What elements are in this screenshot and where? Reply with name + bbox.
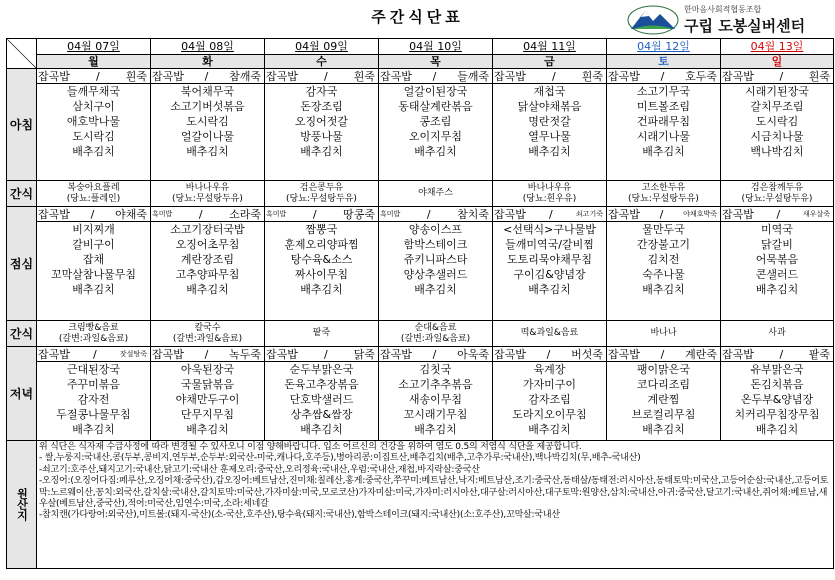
snack_am-row [7,181,834,207]
dish-item: 소고기장터국밥 [170,223,245,236]
dow-cell: 월 [37,55,151,69]
grain-separator: / [776,208,781,221]
breakfast-cell [151,69,265,181]
grain-line [151,69,264,84]
date-cell [379,39,493,55]
dish-item: 육계장 [533,363,566,376]
dish-item: 들깨무채국 [66,85,121,98]
grain-separator: / [323,70,328,83]
porridge-label: 아욱죽 [457,348,489,361]
lunch-cell [151,207,265,321]
snack_pm-row [7,321,834,347]
breakfast-cell [37,69,151,181]
dish-item: 들깨미역국/갈비찜 [505,238,594,251]
dish-item: 감자국 [305,85,338,98]
grain-line [721,207,833,222]
dish-item: 배추김치 [186,423,229,436]
snack-line: (당뇨:무설탕두유) [172,193,243,204]
dish-item: 새송이무침 [408,393,463,406]
dish-item: 돈육고추장볶음 [284,378,359,391]
date-row [7,39,834,55]
origin-note-line: 위 식단은 식자재 수급사정에 따라 변경될 수 있사오니 이점 양해바랍니다. 입소 어르신의 건강을 위하여 염도 0.5의 저염식 식단을 제공합니다. [39,442,582,452]
dish-item: 오징어초무침 [175,238,240,251]
grain-separator: / [95,70,100,83]
dish-item: 계란장조림 [180,253,235,266]
grain-line [493,69,606,84]
org-name: 구립 도봉실버센터 [684,17,806,35]
porridge-label: 계란죽 [685,348,717,361]
dish-item: 함박스테이크 [403,238,468,251]
rice-label: 잡곡밥 [380,70,412,83]
rice-label: 흑미밥 [152,210,173,218]
dish-item: 북어채무국 [180,85,235,98]
rice-label: 잡곡밥 [152,348,184,361]
dish-item: 브로컬리무침 [631,408,696,421]
dish-item: 배추김치 [642,145,685,158]
origin-row [7,441,834,569]
grain-line [493,207,606,222]
porridge-label: 흰죽 [125,70,147,83]
dinner-cell [265,347,379,441]
grain-line [721,347,833,362]
dish-item: 도라지오이무침 [512,408,587,421]
lunch-cell [37,207,151,321]
date-label: 04월 13일 [750,40,804,53]
grain-line [37,69,150,84]
dish-item: 어묵볶음 [755,253,799,266]
snack-line: (당뇨:무설탕두유) [628,193,699,204]
grain-separator: / [204,70,209,83]
corner-cell [7,39,37,69]
dish-item: 꼬시래기무침 [403,408,468,421]
dish-item: 단호박샐러드 [289,393,354,406]
dish-item: 동태살계란볶음 [398,100,473,113]
lunch-row-label: 점심 [7,207,37,321]
rice-label: 잡곡밥 [608,70,640,83]
dish-item: 배추김치 [755,283,799,296]
dish-item: 시래기나물 [636,130,691,143]
dish-item: 감자전 [77,393,110,406]
dish-item: 도시락김 [186,115,229,128]
dinner-row-label: 저녁 [7,347,37,441]
dow-row [7,55,834,69]
grain-separator: / [312,208,317,221]
snack-line: (당뇨:플레인) [66,193,121,204]
origin-notes [37,441,834,569]
rice-label: 잡곡밥 [722,208,754,221]
grain-separator: / [551,70,556,83]
snack-line: 바나나 [650,328,677,338]
mountain-logo-icon [627,5,679,35]
dish-item: 숙주나물 [642,268,685,281]
snack_pm-cell [379,321,493,347]
grain-separator: / [660,348,665,361]
dish-item: 양상추샐러드 [403,268,468,281]
snack_pm-row-label: 간식 [7,321,37,347]
date-cell [721,39,834,55]
date-cell [265,39,379,55]
snack-line: 검은참깨두유 [750,182,804,193]
snack_am-cell [493,181,607,207]
dish-item: 소고기추추볶음 [398,378,473,391]
dish-item: 상추쌈&쌈장 [290,408,353,421]
date-label: 04월 10일 [409,40,462,53]
snack_pm-cell [721,321,834,347]
snack-line: (갈변:과일&음료) [172,333,243,344]
snack-line: 고소한두유 [641,182,686,193]
snack_am-cell [37,181,151,207]
grain-separator: / [204,348,209,361]
grain-line [37,207,150,222]
dish-item: 감자조림 [528,393,571,406]
porridge-label: 흰죽 [581,70,603,83]
grain-line [493,347,606,362]
dish-item: 배추김치 [528,423,571,436]
snack_pm-cell [607,321,721,347]
grain-line [265,347,378,362]
rice-label: 잡곡밥 [380,348,412,361]
porridge-label: 쇠고기죽 [575,210,603,218]
dish-item: 양송이스프 [408,223,463,236]
breakfast-cell [607,69,721,181]
grain-separator: / [432,348,437,361]
porridge-label: 흰죽 [808,70,830,83]
breakfast-cell [493,69,607,181]
snack_pm-cell [151,321,265,347]
grain-line [265,69,378,84]
dish-item: 방풍나물 [300,130,343,143]
porridge-label: 땅콩죽 [343,208,375,221]
lunch-cell [493,207,607,321]
grain-separator: / [90,208,95,221]
lunch-cell [265,207,379,321]
dish-item: 쥬키니파스타 [403,253,468,266]
dinner-cell [37,347,151,441]
dish-item: 배추김치 [414,145,457,158]
dish-item: 배추김치 [300,423,343,436]
snack-line: 야채주스 [418,188,453,198]
dish-item: 콘샐러드 [755,268,799,281]
dish-item: 아욱된장국 [180,363,235,376]
grain-separator: / [546,348,551,361]
dinner-cell [607,347,721,441]
dish-item: 갈치무조림 [750,100,804,113]
snack_pm-cell [493,321,607,347]
origin-note-line: -오징어:(오징어다짐:페루산,오징어채:중국산),갑오징어:베트남산,진미채:칠레산,홍게:중국산,쭈꾸미:베트남산,낙지:베트남산,조기:중국산,동태살/동태전:러시아산,동태토막:미국산,고등어순살:국내산,고등어토막:노르웨이산,꽁치:외국산,갈치살:국내산,갈치토막:미국산,가자미살:미국,모로코산)가자미살:미국,가자미:러시아산,대구살:러시아산,대구토막:원양산,삼치:국내산,아귀:중국산,달고기:국내산,쥐어채:베트남,새우살(베트남산,중국산),적어:미국산,임연수:미국,소라:세네갈 [39,476,829,510]
dinner-cell [151,347,265,441]
dish-item: 미트볼조림 [636,100,691,113]
origin-note-line: -쇠고기:호주산,돼지고기:국내산,닭고기:국내산 훈제오리:중국산,오리정육:국내산,우럼:국내산,재첩,바지락살:중국산 [39,464,480,475]
grain-line [379,69,492,84]
dish-item: 짜사이무침 [294,268,349,281]
breakfast-cell [379,69,493,181]
porridge-label: 들깨죽 [457,70,489,83]
snack-line: 바나나우유 [527,182,572,193]
dish-item: 야채만두구이 [175,393,240,406]
dish-item: 배추김치 [642,423,685,436]
snack-line: 바나나우유 [185,182,230,193]
porridge-label: 새우살죽 [802,210,830,218]
rice-label: 잡곡밥 [494,208,526,221]
breakfast-row [7,69,834,181]
grain-line [379,347,492,362]
lunch-row [7,207,834,321]
dish-item: 코다리조림 [636,378,691,391]
rice-label: 잡곡밥 [266,70,298,83]
dish-item: 도시락김 [755,115,799,128]
dish-item: 물만두국 [642,223,685,236]
dish-item: 계란찜 [647,393,680,406]
origin-note-line: -참치캔(가다랑어:외국산),미트볼:(돼지-국산)(소-국산,호주산),탕수육(돼지:국내산),함박스테이크(돼지:국내산)(소:호주산),꼬막살:국내산 [39,510,560,521]
dish-item: 배추김치 [72,423,115,436]
porridge-label: 녹두죽 [229,348,261,361]
grain-separator: / [779,70,784,83]
dish-item: 시래기된장국 [745,85,809,98]
dinner-cell [493,347,607,441]
dish-item: 치커리무침장무침 [734,408,820,421]
snack-line: 복숭아요플레 [67,182,120,193]
dish-item: 근대된장국 [66,363,121,376]
snack-line: (갈변:과일&음료) [58,333,129,344]
grain-separator: / [198,208,203,221]
dish-item: 간장불고기 [636,238,691,251]
dinner-cell [721,347,834,441]
snack_am-cell [721,181,834,207]
dish-item: 돈장조림 [300,100,343,113]
dish-item: 가자미구이 [522,378,577,391]
dish-item: 배추김치 [414,283,457,296]
snack_am-cell [151,181,265,207]
grain-line [379,207,492,222]
dish-item: 배추김치 [755,423,799,436]
dish-item: 김치전 [647,253,680,266]
dish-item: 갈비구이 [72,238,115,251]
dish-item: 탕수육&소스 [290,253,353,266]
grain-line [151,207,264,222]
snack-line: 사과 [768,328,786,338]
dish-item: 순두부맑은국 [289,363,354,376]
date-cell [37,39,151,55]
dish-item: 온두부&양념장 [740,393,814,406]
porridge-label: 잣설탕죽 [119,350,147,358]
dish-item: 시금치나물 [750,130,804,143]
dow-cell: 목 [379,55,493,69]
dish-item: 닭살야채볶음 [517,100,582,113]
snack-line: (당뇨:무설탕두유) [741,193,813,204]
porridge-label: 참깨죽 [229,70,261,83]
dish-item: 명란젓갈 [528,115,571,128]
rice-label: 잡곡밥 [722,348,754,361]
dish-item: 배추김치 [528,283,571,296]
snack-line: 떡&과일&음료 [520,328,579,338]
dish-item: 콩조림 [419,115,452,128]
dish-item: 배추김치 [72,283,115,296]
dish-item: 팽이맑은국 [636,363,691,376]
lunch-cell [379,207,493,321]
dish-item: 김칫국 [419,363,452,376]
grain-line [607,207,720,222]
dish-item: 백나박김치 [750,145,804,158]
lunch-cell [721,207,834,321]
dish-item: 재첩국 [533,85,566,98]
dish-item: <선택식>구나물밥 [503,223,596,236]
snack-line: 검은콩두유 [299,182,344,193]
dish-item: 삼치구이 [72,100,115,113]
grain-separator: / [93,348,97,361]
dish-item: 유부맑은국 [750,363,804,376]
rice-label: 흑미밥 [266,210,287,218]
org-logo [627,3,835,36]
rice-label: 잡곡밥 [266,348,298,361]
dow-cell: 수 [265,55,379,69]
snack_am-cell [379,181,493,207]
date-label: 04월 07일 [67,40,120,53]
grain-separator: / [660,70,665,83]
date-cell [607,39,721,55]
rice-label: 잡곡밥 [608,208,640,221]
header [0,0,835,38]
rice-label: 흑미밥 [380,210,401,218]
dish-item: 구이김&양념장 [513,268,586,281]
date-label: 04월 12일 [637,40,690,53]
dish-item: 도시락김 [72,130,115,143]
dish-item: 단무지무침 [180,408,235,421]
grain-line [607,347,720,362]
grain-separator: / [432,70,437,83]
dow-cell: 화 [151,55,265,69]
rice-label: 잡곡밥 [722,70,754,83]
rice-label: 잡곡밥 [38,70,70,83]
grain-separator: / [426,208,431,221]
dish-item: 주꾸미볶음 [66,378,121,391]
breakfast-cell [265,69,379,181]
breakfast-cell [721,69,834,181]
dow-cell: 토 [607,55,721,69]
rice-label: 잡곡밥 [494,70,526,83]
dinner-row [7,347,834,441]
grain-line [37,347,150,362]
dow-cell: 일 [721,55,834,69]
snack-line: 칼국수 [194,322,221,333]
dish-item: 국물닭볶음 [180,378,235,391]
dish-item: 도토리묵야채무침 [506,253,592,266]
date-label: 04월 08일 [181,40,234,53]
lunch-cell [607,207,721,321]
dish-item: 두절콩나물무침 [56,408,131,421]
dish-item: 오징어젓갈 [294,115,349,128]
date-cell [493,39,607,55]
rice-label: 잡곡밥 [38,208,70,221]
dish-item: 소고기버섯볶음 [170,100,245,113]
date-label: 04월 11일 [523,40,576,53]
dish-item: 훈제오리양파찜 [284,238,359,251]
porridge-label: 닭죽 [353,348,375,361]
origin-row-label: 원산지 [7,441,37,569]
grain-separator: / [549,208,553,221]
dish-item: 열무나물 [528,130,571,143]
dish-item: 애호박나물 [66,115,121,128]
snack-line: (갈변:과일&음료) [400,333,471,344]
origin-note-line: - 쌀,누룽지:국내산,콩(두부,콩비지,연두부,순두부:외국산-미국,캐나다,호주등),병아리콩:이집트산,배추김치(배추,고추가루:국내산),백나박김치(무,배추-국내산) [39,453,641,464]
dish-item: 배추김치 [72,145,115,158]
snack_am-cell [607,181,721,207]
snack-line: 순대&음료 [414,322,457,333]
porridge-label: 야채죽 [115,208,147,221]
rice-label: 잡곡밥 [152,70,184,83]
dish-item: 미역국 [761,223,793,236]
snack_am-cell [265,181,379,207]
porridge-label: 버섯죽 [571,348,603,361]
dish-item: 배추김치 [186,145,229,158]
dinner-cell [379,347,493,441]
porridge-label: 야채호박죽 [683,210,717,218]
dish-item: 비지찌개 [72,223,115,236]
date-label: 04월 09일 [295,40,348,53]
date-cell [151,39,265,55]
grain-line [607,69,720,84]
dish-item: 배추김치 [414,423,457,436]
snack_am-row-label: 간식 [7,181,37,207]
porridge-label: 참치죽 [457,208,489,221]
dish-item: 건파래무침 [636,115,691,128]
dish-item: 배추김치 [186,283,229,296]
dish-item: 돈김치볶음 [750,378,804,391]
dish-item: 고추양파무침 [175,268,240,281]
rice-label: 잡곡밥 [494,348,526,361]
dish-item: 잡채 [82,253,105,266]
porridge-label: 팥죽 [808,348,830,361]
porridge-label: 흰죽 [353,70,375,83]
porridge-label: 소라죽 [229,208,261,221]
grain-separator: / [659,208,664,221]
dish-item: 배추김치 [300,283,343,296]
dish-item: 배추김치 [300,145,343,158]
weekly-menu-table [6,38,834,569]
snack-line: 팥죽 [312,328,331,338]
snack_pm-cell [265,321,379,347]
page-title: 주간식단표 [371,8,464,26]
org-subtitle: 한마음사회적협동조합 [684,5,762,14]
grain-separator: / [779,348,784,361]
dish-item: 얼갈이나물 [180,130,235,143]
dow-cell: 금 [493,55,607,69]
rice-label: 잡곡밥 [608,348,640,361]
breakfast-row-label: 아침 [7,69,37,181]
dish-item: 닭갈비 [761,238,793,251]
grain-separator: / [323,348,328,361]
dish-item: 소고기무국 [636,85,691,98]
dish-item: 꼬막살참나물무침 [50,268,136,281]
dish-item: 배추김치 [528,145,571,158]
dish-item: 오이지무침 [408,130,463,143]
grain-line [151,347,264,362]
rice-label: 잡곡밥 [38,348,70,361]
snack-line: (당뇨:흰우유) [522,193,577,204]
grain-line [265,207,378,222]
snack_pm-cell [37,321,151,347]
porridge-label: 호두죽 [685,70,717,83]
dish-item: 얼갈이된장국 [403,85,468,98]
snack-line: 크림빵&음료 [68,322,119,333]
grain-line [721,69,833,84]
snack-line: (당뇨:무설탕두유) [286,193,357,204]
dish-item: 짬뽕국 [305,223,338,236]
dish-item: 배추김치 [642,283,685,296]
